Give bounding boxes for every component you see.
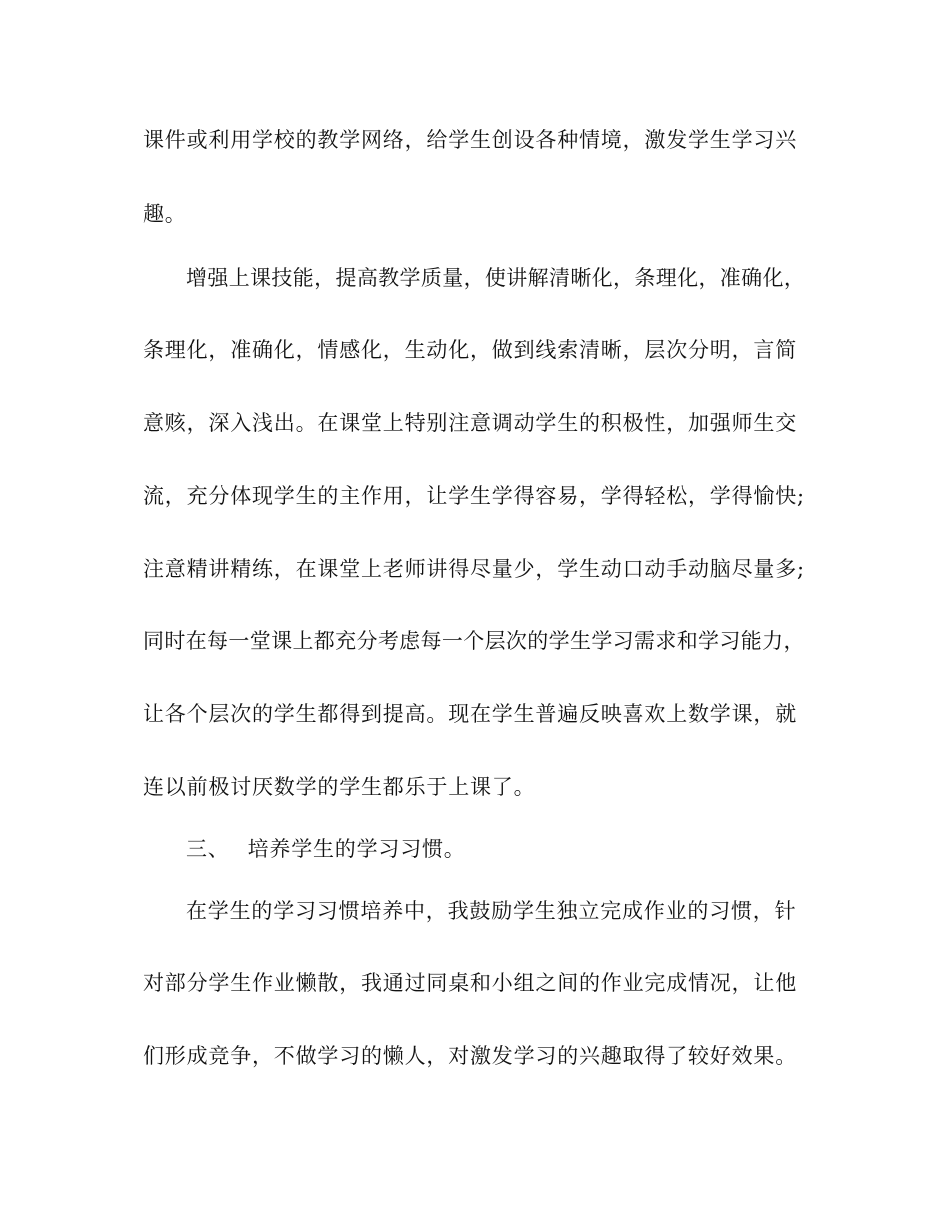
paragraph-1-line-2: 趣。 [143,202,187,226]
paragraph-2-line-3: 意赅，深入浅出。在课堂上特别注意调动学生的积极性，加强师生交 [143,411,797,435]
paragraph-2-line-5: 注意精讲精练，在课堂上老师讲得尽量少，学生动口动手动脑尽量多; [143,557,805,581]
paragraph-2-line-2: 条理化，准确化，情感化，生动化，做到线索清晰，层次分明，言简 [143,338,797,362]
section-heading-text: 培养学生的学习习惯。 [247,837,466,861]
section-heading-number: 三、 [186,837,230,861]
paragraph-2-line-1: 增强上课技能，提高教学质量，使讲解清晰化，条理化，准确化， [186,266,806,290]
paragraph-2-line-4: 流，充分体现学生的主作用，让学生学得容易，学得轻松，学得愉快; [143,484,805,508]
paragraph-3-line-2: 对部分学生作业懒散，我通过同桌和小组之间的作业完成情况，让他 [143,971,797,995]
paragraph-1-line-1: 课件或利用学校的教学网络，给学生创设各种情境，激发学生学习兴 [143,128,797,152]
paragraph-3-line-3: 们形成竞争，不做学习的懒人，对激发学习的兴趣取得了较好效果。 [143,1044,797,1068]
paragraph-3-line-1: 在学生的学习习惯培养中，我鼓励学生独立完成作业的习惯，针 [186,899,797,923]
paragraph-2-line-6: 同时在每一堂课上都充分考虑每一个层次的学生学习需求和学习能力， [143,629,805,653]
paragraph-2-line-7: 让各个层次的学生都得到提高。现在学生普遍反映喜欢上数学课，就 [143,702,797,726]
paragraph-2-line-8: 连以前极讨厌数学的学生都乐于上课了。 [143,775,536,799]
section-heading [186,834,466,864]
